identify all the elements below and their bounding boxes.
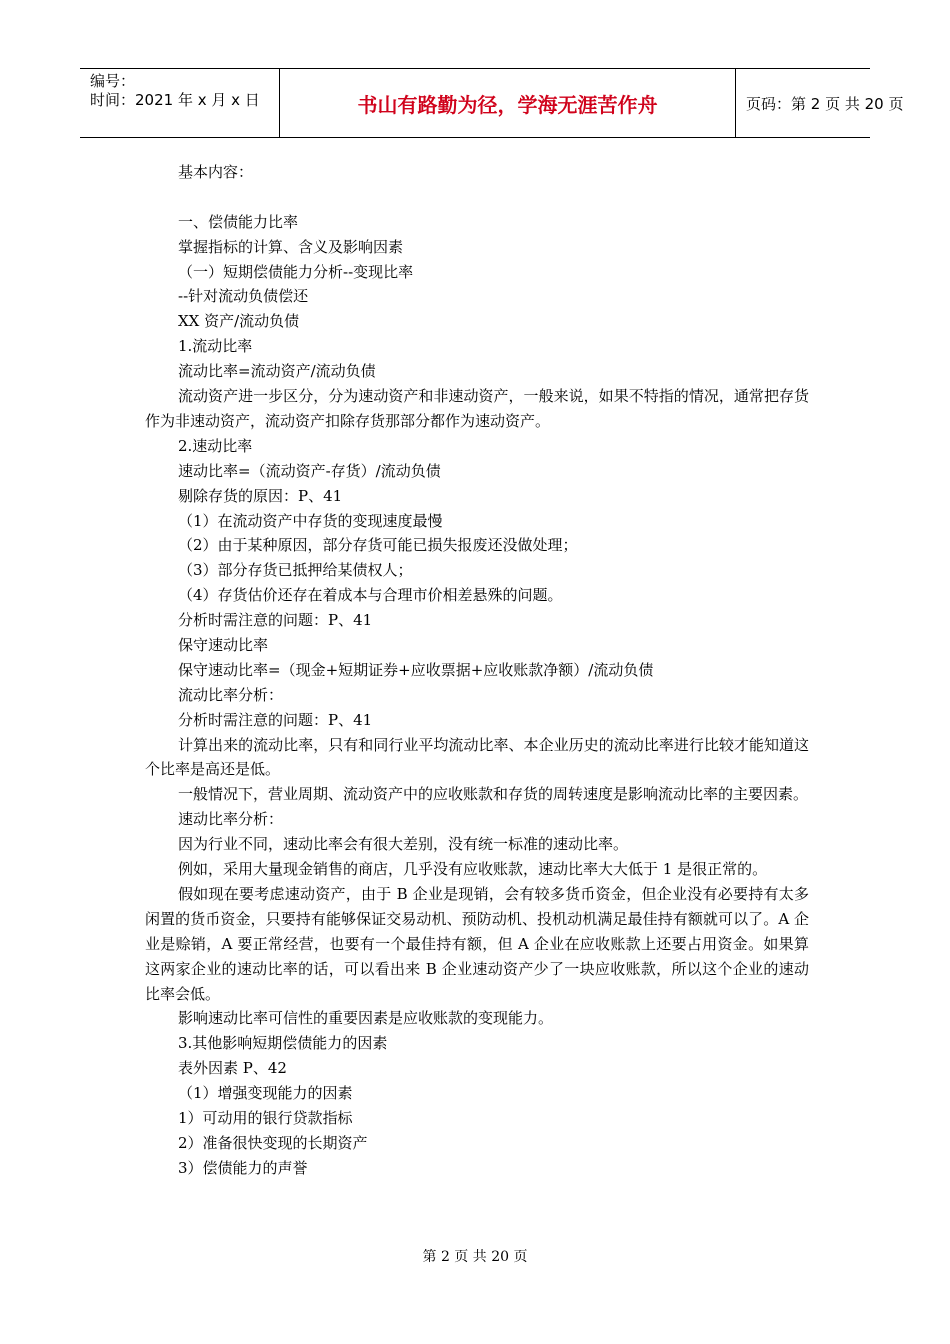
body-line: 速动比率分析： — [178, 810, 284, 829]
formula-line: 保守速动比率=（现金+短期证券+应收票据+应收账款净额）/流动负债 — [178, 660, 654, 679]
blank-line — [145, 185, 809, 210]
body-line: 影响速动比率可信性的重要因素是应收账款的变现能力。 — [178, 1009, 554, 1028]
list-item: 2）准备很快变现的长期资产 — [178, 1133, 368, 1152]
body-line: 基本内容： — [178, 163, 254, 181]
item-heading: 1.流动比率 — [178, 337, 253, 356]
header-motto-cell — [280, 69, 736, 137]
body-paragraph: 假如现在要考虑速动资产，由于 B 企业是现销，会有较多货币资金，但企业没有必要持有太多闲置的货币资金，只要持有能够保证交易动机、预防动机、投机动机满足最佳持有额就可以了。A 企业是赊销，A 要正常经营，也要有一个最佳持有额，但 A 企业在应收账款上还要占用资金。如果算这两家企业的速动比率的话，可以看出来 B 企业速动资产少了一块应收账款，所以这个企业的速动比率会低。 — [145, 884, 809, 1003]
body-paragraph: 例如，采用大量现金销售的商店，几乎没有应收账款，速动比率大大低于 1 是很正常的。 — [178, 860, 768, 879]
body-line: --针对流动负债偿还 — [178, 287, 309, 306]
list-item: （1）在流动资产中存货的变现速度最慢 — [178, 511, 443, 530]
body-content — [145, 160, 809, 1181]
list-item: （4）存货估价还存在着成本与合理市价相差悬殊的问题。 — [178, 586, 563, 605]
body-line: 分析时需注意的问题：P、41 — [178, 710, 373, 729]
subsection-heading: （一）短期偿债能力分析--变现比率 — [178, 262, 414, 281]
page-footer: 第 2 页 共 20 页 — [422, 1249, 528, 1265]
formula-line: 流动比率=流动资产/流动负债 — [178, 362, 376, 381]
list-item: 3）偿债能力的声誉 — [178, 1158, 308, 1177]
body-paragraph: 流动资产进一步区分，分为速动资产和非速动资产，一般来说，如果不特指的情况，通常把存货作为非速动资产，流动资产扣除存货那部分都作为速动资产。 — [145, 387, 809, 430]
formula-line: 速动比率=（流动资产-存货）/流动负债 — [178, 461, 441, 480]
item-heading: 3.其他影响短期偿债能力的因素 — [178, 1034, 388, 1053]
list-item: （1）增强变现能力的因素 — [178, 1084, 353, 1103]
body-line: 分析时需注意的问题：P、41 — [178, 611, 373, 630]
body-line: 流动比率分析： — [178, 685, 284, 704]
item-heading: 2.速动比率 — [178, 436, 253, 455]
header-meta-cell — [80, 69, 280, 137]
body-paragraph: 一般情况下，营业周期、流动资产中的应收账款和存货的周转速度是影响流动比率的主要因素。 — [178, 785, 809, 804]
body-paragraph: 计算出来的流动比率，只有和同行业平均流动比率、本企业历史的流动比率进行比较才能知道这个比率是高还是低。 — [145, 735, 809, 779]
body-line: 掌握指标的计算、含义及影响因素 — [178, 237, 404, 256]
section-heading: 一、偿债能力比率 — [178, 212, 299, 231]
document-number-label: 编号： — [90, 72, 136, 90]
list-item: （3）部分存货已抵押给某债权人； — [178, 561, 413, 580]
body-line: 表外因素 P、42 — [178, 1059, 287, 1078]
header-page-cell — [736, 69, 904, 137]
body-line: 因为行业不同，速动比率会有很大差别，没有统一标准的速动比率。 — [178, 835, 629, 854]
header-page-info: 页码：第 2 页 共 20 页 — [746, 94, 904, 113]
body-line: XX 资产/流动负债 — [178, 312, 300, 331]
list-item: 1）可动用的银行贷款指标 — [178, 1109, 353, 1128]
page-header — [80, 68, 904, 138]
list-item: （2）由于某种原因，部分存货可能已损失报废还没做处理； — [178, 536, 578, 555]
document-date: 时间：2021 年 x 月 x 日 — [90, 91, 260, 109]
body-line: 剔除存货的原因：P、41 — [178, 486, 343, 505]
body-line: 保守速动比率 — [178, 635, 269, 654]
motto-text: 书山有路勤为径，学海无涯苦作舟 — [357, 92, 658, 117]
